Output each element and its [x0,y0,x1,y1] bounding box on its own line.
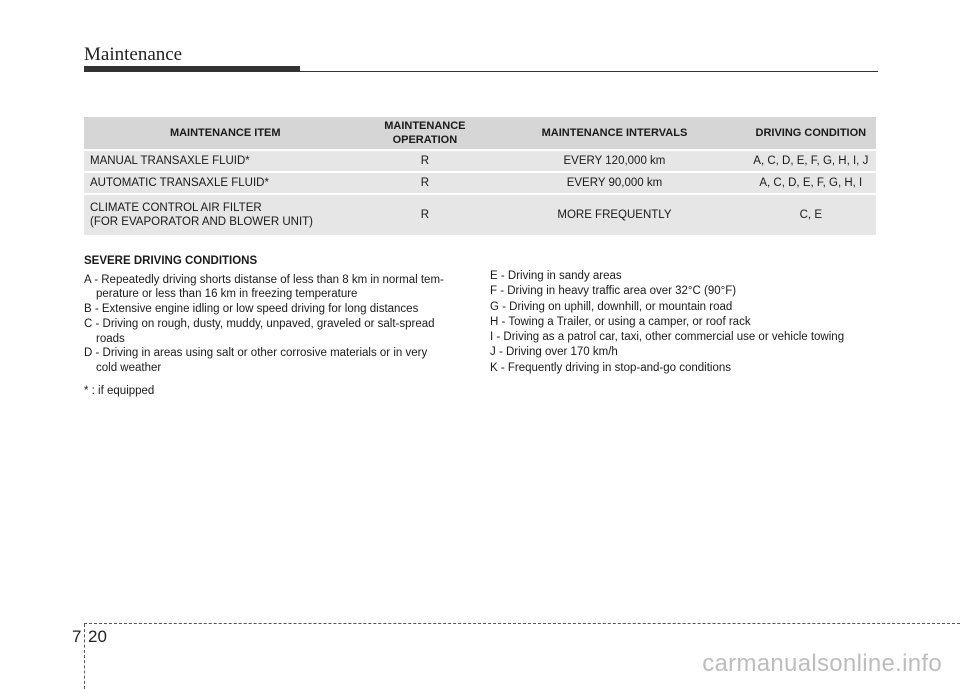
condition-text: E - Driving in sandy areas [490,270,622,282]
cell-item-line: (FOR EVAPORATOR AND BLOWER UNIT) [90,216,313,228]
condition-item [84,302,472,317]
condition-item [84,273,472,302]
condition-text: J - Driving over 170 km/h [490,346,618,359]
condition-text: G - Driving on uphill, downhill, or mountain road [490,300,733,313]
section-number: 7 [72,627,82,646]
condition-text: A - Repeatedly driving shorts distanse of less than 8 km in normal tem- [84,273,444,286]
watermark: carmanualsonline.info [702,650,942,677]
footer-rule [84,623,960,624]
condition-continuation: cold weather [96,361,162,374]
footer-divider [84,624,85,689]
table-row [84,195,876,235]
table-row [84,173,876,193]
cell-item: MANUAL TRANSAXLE FLUID* [84,151,366,171]
header-maintenance-operation: MAINTENANCE OPERATION [366,117,483,149]
condition-text: C - Driving on rough, dusty, muddy, unpaved, graveled or salt-spread [84,317,435,330]
severe-conditions-title: SEVERE DRIVING CONDITIONS [84,255,258,267]
cell-condition: A, C, D, E, F, G, H, I, J [746,151,876,171]
cell-interval: EVERY 90,000 km [483,173,745,193]
condition-text: I - Driving as a patrol car, taxi, other commercial use or vehicle towing [490,331,845,344]
maintenance-table [84,115,876,237]
cell-operation: R [366,195,483,235]
cell-interval: MORE FREQUENTLY [483,195,745,235]
header-driving-condition: DRIVING CONDITION [746,117,876,149]
condition-item [84,317,472,346]
cell-condition: A, C, D, E, F, G, H, I [746,173,876,193]
cell-item: AUTOMATIC TRANSAXLE FLUID* [84,173,366,193]
table-header-row [84,117,876,149]
header-maintenance-item: MAINTENANCE ITEM [84,117,366,149]
footnote: * : if equipped [84,384,155,397]
severe-conditions-right [490,269,890,376]
cell-condition: C, E [746,195,876,235]
cell-item [84,195,366,235]
condition-continuation: perature or less than 16 km in freezing temperature [96,288,358,301]
cell-interval: EVERY 120,000 km [483,151,745,171]
header-rule-thin [300,71,878,72]
table-row [84,151,876,171]
cell-item-line: CLIMATE CONTROL AIR FILTER [90,202,262,214]
header-maintenance-intervals: MAINTENANCE INTERVALS [483,117,745,149]
condition-continuation: roads [96,332,125,345]
condition-item [84,346,472,375]
cell-operation: R [366,151,483,171]
cell-operation: R [366,173,483,193]
header-rule-thick [84,66,300,72]
condition-text: B - Extensive engine idling or low speed driving for long distances [84,303,419,316]
page-header-title: Maintenance [84,44,183,65]
condition-text: F - Driving in heavy traffic area over 32°C (90°F) [490,285,737,298]
condition-text: H - Towing a Trailer, or using a camper, or roof rack [490,315,751,328]
severe-conditions-left [84,254,472,398]
page-number: 20 [88,627,107,646]
condition-text: K - Frequently driving in stop-and-go conditions [490,361,731,374]
condition-text: D - Driving in areas using salt or other corrosive materials or in very [84,347,428,360]
